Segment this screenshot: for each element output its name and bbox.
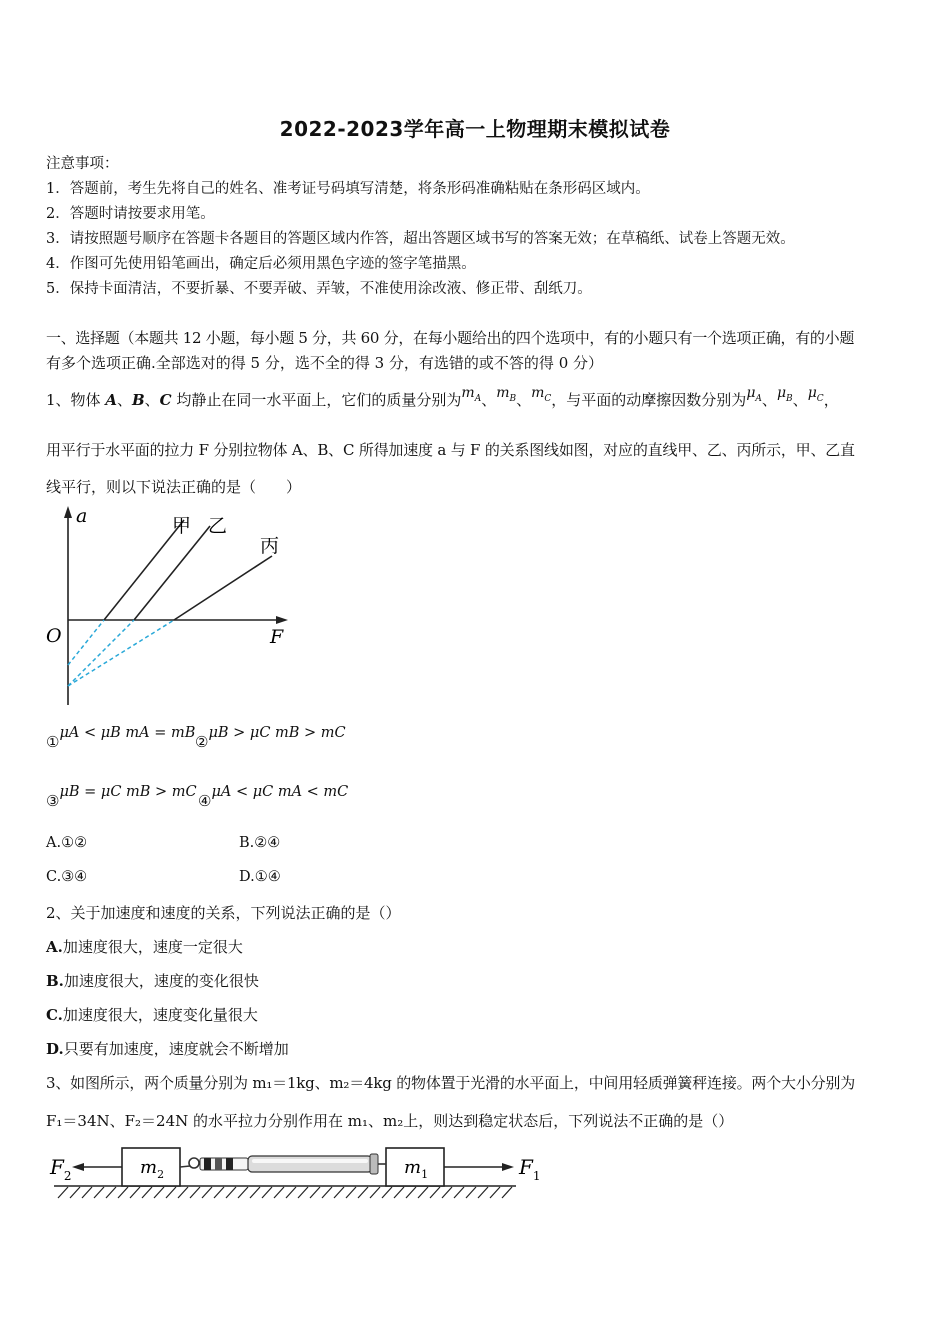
line-label-yi: 乙 [208, 515, 228, 537]
q1-statement-4: ④μA < μC mA < mC [198, 784, 349, 810]
q1-stem-line2: 用平行于水平面的拉力 F 分别拉物体 A、B、C 所得加速度 a 与 F 的关系图线如图，对应的直线甲、乙、丙所示，甲、乙直 [46, 441, 855, 459]
q1-stem-line1: 1、物体 A、B、C 均静止在同一水平面上，它们的质量分别为$m_A$、$m_B$、$m_C$，与平面的动摩擦因数分别为$\mu_A$、$\mu_B$、$\mu_C$， [46, 385, 839, 409]
spring-scale-icon [180, 1154, 386, 1174]
q3-stem-line1: 3、如图所示，两个质量分别为 m₁＝1kg、m₂＝4kg 的物体置于光滑的水平面上，中间用轻质弹簧秤连接。两个大小分别为 [46, 1074, 856, 1092]
page-title: 2022-2023学年高一上物理期末模拟试卷 [279, 117, 671, 141]
q2-stem: 2、关于加速度和速度的关系，下列说法正确的是（） [46, 904, 401, 922]
q2-option-a[interactable]: A.加速度很大，速度一定很大 [46, 938, 243, 956]
dash-jia [68, 620, 104, 665]
x-axis-label: F [270, 626, 284, 648]
q1-option-a[interactable]: A.①② [46, 835, 88, 851]
notice-item: 2．答题时请按要求用笔。 [46, 206, 215, 222]
q1-option-b[interactable]: B.②④ [239, 835, 281, 851]
line-label-bing: 丙 [260, 535, 280, 557]
y-axis-arrow-icon [64, 506, 72, 518]
q1-option-c[interactable]: C.③④ [46, 869, 88, 885]
q3-figure [44, 1142, 554, 1208]
label-f1: $F_1$ [519, 1155, 541, 1183]
line-yi [134, 526, 210, 620]
origin-label: O [46, 625, 62, 647]
q1-graph [40, 500, 300, 710]
force-f1-arrow-icon [502, 1163, 514, 1171]
dash-bing [68, 620, 174, 686]
notice-item: 3．请按照题号顺序在答题卡各题目的答题区域内作答，超出答题区域书写的答案无效；在草稿纸、试卷上答题无效。 [46, 231, 795, 247]
q1-statement-2: ②μB > μC mB > mC [195, 725, 346, 751]
q1-statement-1: ①μA < μB mA = mB [46, 725, 196, 751]
section-heading-cont: 有多个选项正确.全部选对的得 5 分，选不全的得 3 分，有选错的或不答的得 0 分） [46, 354, 604, 372]
notice-item: 5．保持卡面清洁，不要折暴、不要弄破、弄皱，不准使用涂改液、修正带、刮纸刀。 [46, 281, 592, 297]
ground-hatch [58, 1187, 512, 1198]
q3-stem-line2: F₁＝34N、F₂＝24N 的水平拉力分别作用在 m₁、m₂上，则达到稳定状态后，下列说法不正确的是（） [46, 1112, 734, 1130]
label-f2: $F_2$ [50, 1155, 72, 1183]
section-heading: 一、选择题（本题共 12 小题，每小题 5 分，共 60 分，在每小题给出的四个选项中，有的小题只有一个选项正确，有的小题 [46, 329, 855, 347]
q2-option-b[interactable]: B.加速度很大，速度的变化很快 [46, 972, 259, 990]
line-label-jia: 甲 [172, 515, 192, 537]
q1-statement-3: ③μB = μC mB > mC [46, 784, 197, 810]
q1-stem-line3: 线平行，则以下说法正确的是（ ） [46, 478, 302, 496]
label-m2: $m_2$ [140, 1157, 165, 1181]
y-axis-label: a [76, 505, 88, 527]
notice-item: 4．作图可先使用铅笔画出，确定后必须用黑色字迹的签字笔描黑。 [46, 256, 476, 272]
q2-option-d[interactable]: D.只要有加速度，速度就会不断增加 [46, 1040, 289, 1058]
notice-heading: 注意事项： [46, 156, 119, 172]
x-axis-arrow-icon [276, 616, 288, 624]
label-m1: $m_1$ [404, 1157, 429, 1181]
line-bing [174, 556, 272, 620]
force-f2-arrow-icon [72, 1163, 84, 1171]
q2-option-c[interactable]: C.加速度很大，速度变化量很大 [46, 1006, 258, 1024]
notice-item: 1．答题前，考生先将自己的姓名、准考证号码填写清楚，将条形码准确粘贴在条形码区域内。 [46, 181, 650, 197]
q1-option-d[interactable]: D.①④ [239, 869, 281, 885]
